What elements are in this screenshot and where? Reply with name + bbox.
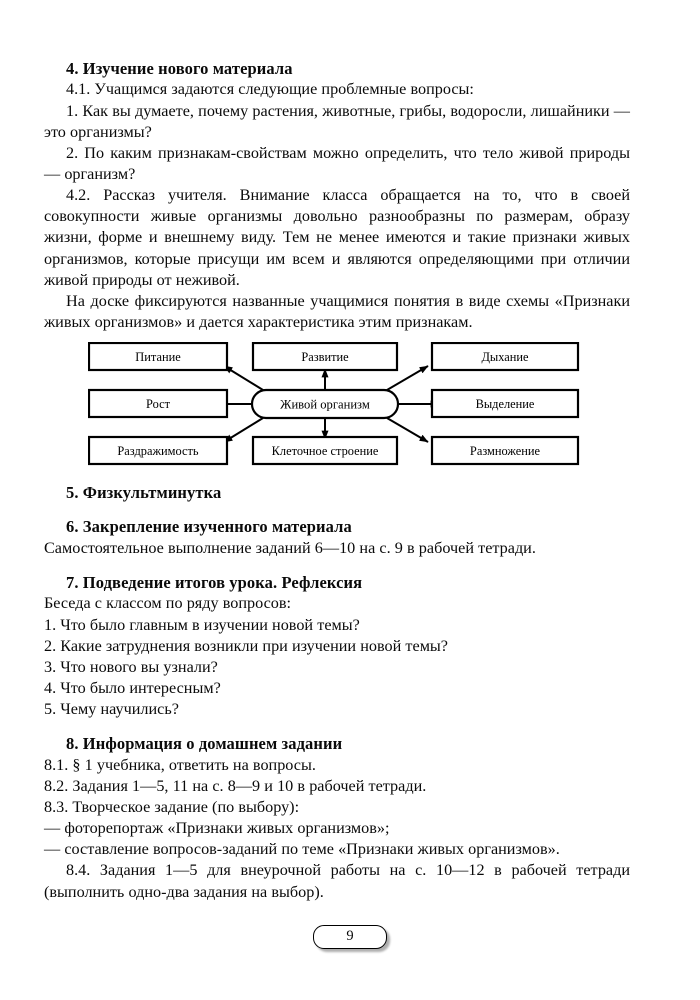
spacer bbox=[44, 503, 630, 516]
page-content-lower bbox=[44, 482, 630, 903]
diagram-node-label: Развитие bbox=[301, 350, 349, 364]
paragraph-question-1: 1. Как вы думаете, почему растения, животные, грибы, водоросли, лишайники — это организмы? bbox=[44, 101, 630, 141]
diagram-node-rost bbox=[89, 390, 227, 417]
page-number-badge: 9 bbox=[313, 925, 387, 949]
diagram-node-label: Клеточное строение bbox=[271, 444, 379, 458]
paragraph-8-4: 8.4. Задания 1—5 для внеурочной работы на с. 10—12 в рабочей тетради (выполнить одно-два задания на выбор). bbox=[44, 861, 630, 901]
page-content bbox=[44, 58, 630, 333]
homework-bullet-1: — фоторепортаж «Признаки живых организмов»; bbox=[44, 819, 390, 838]
paragraph-question-2: 2. По каким признакам-свойствам можно определить, что тело живой природы — организм? bbox=[44, 143, 630, 183]
diagram-node-pitanie bbox=[89, 343, 227, 370]
homework-bullet-2: — составление вопросов-заданий по теме «Признаки живых организмов». bbox=[44, 840, 560, 859]
reflection-question-5: 5. Чему научились? bbox=[44, 700, 179, 719]
spacer bbox=[44, 559, 630, 572]
diagram-node-label: Раздражимость bbox=[117, 444, 199, 458]
diagram-center-label: Живой организм bbox=[280, 397, 370, 412]
heading-section-6: 6. Закрепление изученного материала bbox=[66, 517, 352, 537]
diagram-node-razmnozhenie bbox=[432, 437, 578, 464]
paragraph-7-intro: Беседа с классом по ряду вопросов: bbox=[44, 594, 292, 613]
spacer bbox=[44, 720, 630, 733]
paragraph-6-1: Самостоятельное выполнение заданий 6—10 на с. 9 в рабочей тетради. bbox=[44, 538, 536, 557]
paragraph-4-2: 4.2. Рассказ учителя. Внимание класса обращается на то, что в своей совокупности живые организмы довольно разнообразны по размерам, образу жизни, форме и внешнему виду. Тем не менее имеются и такие признаки живых организмов, которые присущи им всем и являются определяющими при отличии живой природы от неживой. bbox=[44, 186, 630, 289]
reflection-question-1: 1. Что было главным в изучении новой темы? bbox=[44, 615, 360, 634]
heading-section-7: 7. Подведение итогов урока. Рефлексия bbox=[66, 573, 363, 593]
diagram-node-label: Питание bbox=[135, 350, 181, 364]
diagram-node-label: Выделение bbox=[475, 397, 535, 411]
diagram-node-dyhanie bbox=[432, 343, 578, 370]
paragraph-4-1: 4.1. Учащимся задаются следующие проблемные вопросы: bbox=[66, 80, 474, 99]
page-footer bbox=[0, 925, 700, 949]
paragraph-8-2: 8.2. Задания 1—5, 11 на с. 8—9 и 10 в рабочей тетради. bbox=[44, 776, 427, 795]
paragraph-board-scheme: На доске фиксируются названные учащимися понятия в виде схемы «Признаки живых организмов» и дается характеристика этим признакам. bbox=[44, 291, 630, 331]
reflection-question-3: 3. Что нового вы узнали? bbox=[44, 657, 218, 676]
diagram-node-label: Дыхание bbox=[481, 350, 529, 364]
diagram-signs-of-living-organisms bbox=[88, 342, 580, 466]
heading-section-5: 5. Физкультминутка bbox=[66, 483, 222, 502]
diagram-node-label: Размножение bbox=[469, 444, 541, 458]
heading-section-8: 8. Информация о домашнем задании bbox=[66, 734, 343, 754]
diagram-node-label: Рост bbox=[145, 397, 171, 411]
diagram-node-razvitie bbox=[253, 343, 397, 370]
diagram-center-node bbox=[252, 390, 398, 418]
diagram-node-razdrazhimost bbox=[89, 437, 227, 464]
heading-section-4: 4. Изучение нового материала bbox=[66, 59, 293, 78]
paragraph-8-1: 8.1. § 1 учебника, ответить на вопросы. bbox=[44, 755, 316, 774]
reflection-question-2: 2. Какие затруднения возникли при изучении новой темы? bbox=[44, 636, 448, 655]
paragraph-8-3: 8.3. Творческое задание (по выбору): bbox=[44, 798, 300, 817]
diagram-node-kletochnoe-stroenie bbox=[253, 437, 397, 464]
reflection-question-4: 4. Что было интересным? bbox=[44, 679, 221, 698]
diagram-node-vydelenie bbox=[432, 390, 578, 417]
